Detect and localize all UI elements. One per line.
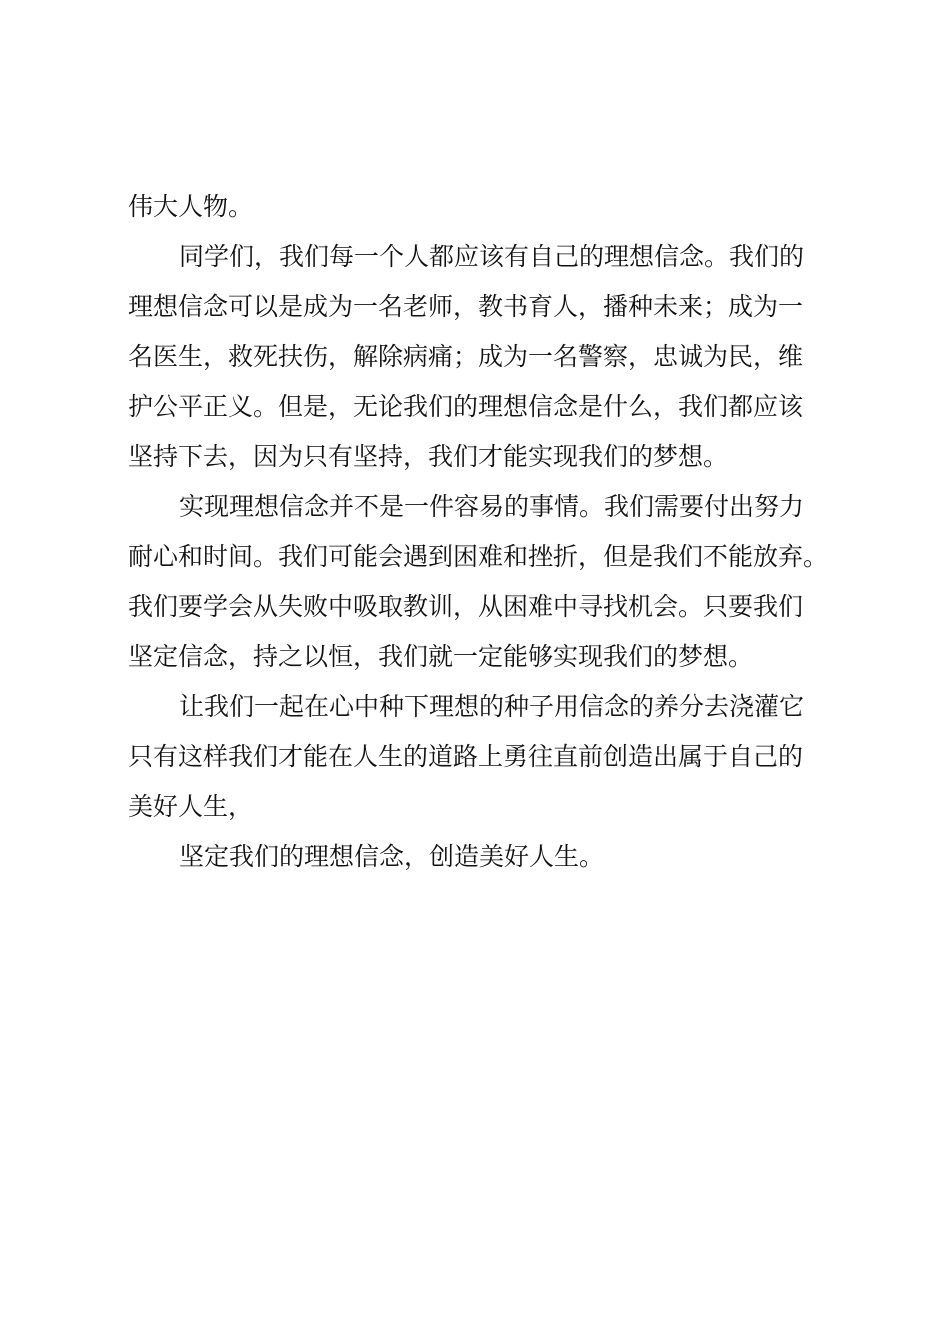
text-line: 伟大人物。	[128, 192, 254, 221]
document-body	[128, 182, 848, 882]
text-line: 名医生，救死扶伤，解除病痛；成为一名警察，忠诚为民，维	[128, 342, 804, 371]
paragraph-first-line: 同学们，我们每一个人都应该有自己的理想信念。我们的	[179, 242, 805, 271]
text-line: 理想信念可以是成为一名老师，教书育人，播种未来；成为一	[128, 292, 804, 321]
paragraph-first-line: 让我们一起在心中种下理想的种子用信念的养分去浇灌它	[179, 692, 805, 721]
paragraph-first-line: 坚定我们的理想信念，创造美好人生。	[179, 842, 605, 871]
text-line: 坚定信念，持之以恒，我们就一定能够实现我们的梦想。	[128, 642, 754, 671]
text-line: 护公平正义。但是，无论我们的理想信念是什么，我们都应该	[128, 392, 804, 421]
text-line: 我们要学会从失败中吸取教训，从困难中寻找机会。只要我们	[128, 592, 804, 621]
text-line: 坚持下去，因为只有坚持，我们才能实现我们的梦想。	[128, 442, 729, 471]
paragraph-first-line: 实现理想信念并不是一件容易的事情。我们需要付出努力	[179, 492, 805, 521]
text-line: 美好人生，	[128, 792, 254, 821]
text-line: 只有这样我们才能在人生的道路上勇往直前创造出属于自己的	[128, 742, 804, 771]
text-line: 耐心和时间。我们可能会遇到困难和挫折，但是我们不能放弃。	[128, 542, 829, 571]
